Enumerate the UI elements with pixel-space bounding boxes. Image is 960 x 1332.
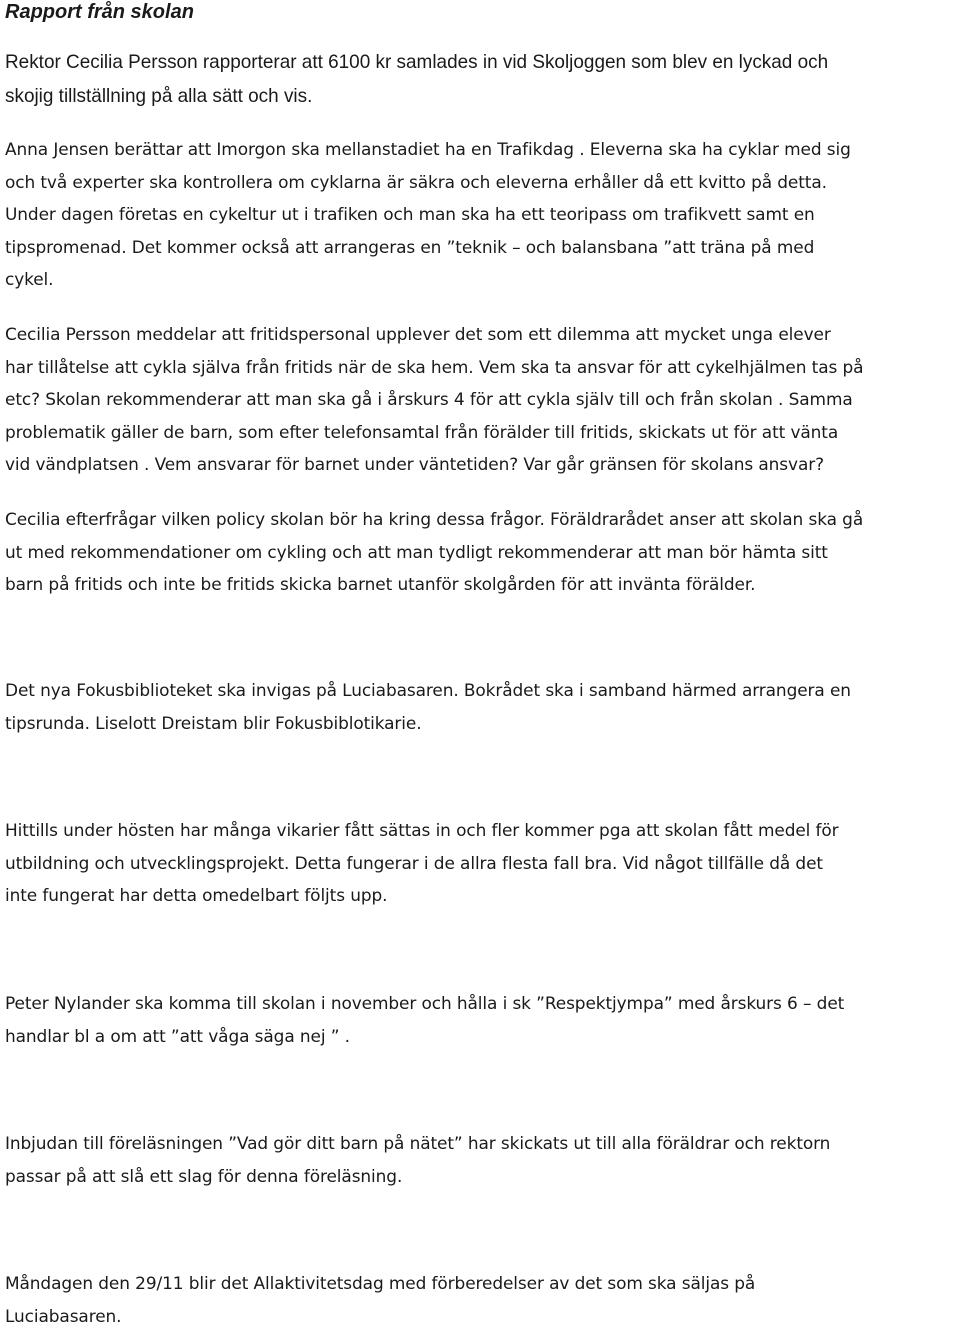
text-line: Peter Nylander ska komma till skolan i november och hålla i sk ”Respektjympa” med årskurs 6 – det	[5, 987, 957, 1020]
text-line: Cecilia efterfrågar vilken policy skolan bör ha kring dessa frågor. Föräldrarådet anser att skolan ska gå	[5, 503, 957, 536]
text-line: skojig tillställning på alla sätt och vis.	[5, 80, 957, 114]
text-line: Inbjudan till föreläsningen ”Vad gör ditt barn på nätet” har skickats ut till alla föräldrar och rektorn	[5, 1127, 957, 1160]
text-line: tipspromenad. Det kommer också att arrangeras en ”teknik – och balansbana ”att träna på med	[5, 231, 957, 264]
text-line: vid vändplatsen . Vem ansvarar för barnet under väntetiden? Var går gränsen för skolans ansvar?	[5, 448, 957, 481]
paragraph-policy	[5, 503, 957, 601]
text-line: inte fungerat har detta omedelbart följts upp.	[5, 879, 957, 912]
text-line: Luciabasaren.	[5, 1300, 957, 1332]
paragraph-skoljoggen	[5, 46, 957, 114]
paragraph-forelasning	[5, 1127, 957, 1192]
text-line: cykel.	[5, 263, 957, 296]
document-title: Rapport från skolan	[5, 0, 194, 24]
text-line: Under dagen företas en cykeltur ut i trafiken och man ska ha ett teoripass om trafikvett samt en	[5, 198, 957, 231]
text-line: tipsrunda. Liselott Dreistam blir Fokusbiblotikarie.	[5, 707, 957, 740]
text-line: problematik gäller de barn, som efter telefonsamtal från förälder till fritids, skickats ut för att vänta	[5, 416, 957, 449]
text-line: har tillåtelse att cykla själva från fritids när de ska hem. Vem ska ta ansvar för att cykelhjälmen tas på	[5, 351, 957, 384]
text-line: Det nya Fokusbiblioteket ska invigas på Luciabasaren. Bokrådet ska i samband härmed arrangera en	[5, 674, 957, 707]
paragraph-allaktivitetsdag	[5, 1267, 957, 1332]
text-line: Måndagen den 29/11 blir det Allaktivitetsdag med förberedelser av det som ska säljas på	[5, 1267, 957, 1300]
text-line: ut med rekommendationer om cykling och att man tydligt rekommenderar att man bör hämta sitt	[5, 536, 957, 569]
text-line: passar på att slå ett slag för denna föreläsning.	[5, 1160, 957, 1193]
text-line: Rektor Cecilia Persson rapporterar att 6100 kr samlades in vid Skoljoggen som blev en lyckad och	[5, 46, 957, 80]
text-line: Hittills under hösten har många vikarier fått sättas in och fler kommer pga att skolan fått medel för	[5, 814, 957, 847]
text-line: utbildning och utvecklingsprojekt. Detta fungerar i de allra flesta fall bra. Vid något tillfälle då det	[5, 847, 957, 880]
text-line: handlar bl a om att ”att våga säga nej ” .	[5, 1020, 957, 1053]
text-line: barn på fritids och inte be fritids skicka barnet utanför skolgården för att invänta förälder.	[5, 568, 957, 601]
paragraph-respektjympa	[5, 987, 957, 1052]
paragraph-vikarier	[5, 814, 957, 912]
text-line: Cecilia Persson meddelar att fritidspersonal upplever det som ett dilemma att mycket unga elever	[5, 318, 957, 351]
paragraph-fritids-cykling	[5, 318, 957, 481]
paragraph-fokusbiblioteket	[5, 674, 957, 739]
text-line: Anna Jensen berättar att Imorgon ska mellanstadiet ha en Trafikdag . Eleverna ska ha cyklar med sig	[5, 133, 957, 166]
text-line: etc? Skolan rekommenderar att man ska gå i årskurs 4 för att cykla själv till och från skolan . Samma	[5, 383, 957, 416]
text-line: och två experter ska kontrollera om cyklarna är säkra och eleverna erhåller då ett kvitto på detta.	[5, 166, 957, 199]
paragraph-trafikdag	[5, 133, 957, 296]
